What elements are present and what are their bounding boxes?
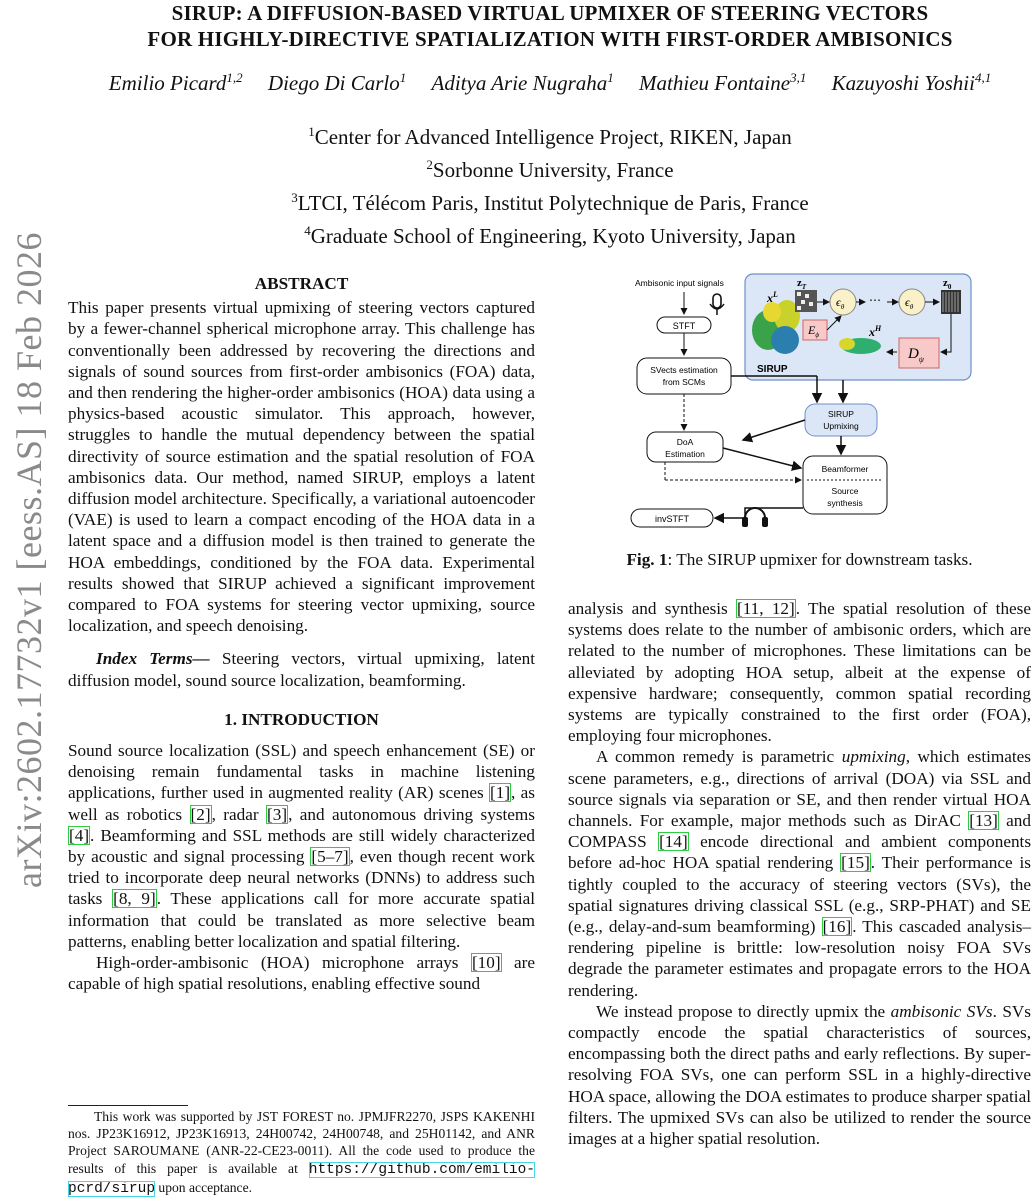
affiliation-1: $^1$Center for Advanced Intelligence Project, RIKEN, Japan <box>308 124 792 149</box>
sirup-panel-label: SIRUP <box>757 364 788 375</box>
denoiser-1 <box>830 289 856 315</box>
affiliation-2: $^2$Sorbonne University, France <box>426 157 674 182</box>
svg-text:Beamformer: Beamformer <box>821 464 869 474</box>
affiliation-4: $^4$Graduate School of Engineering, Kyoto University, Japan <box>304 223 796 248</box>
author-2: Diego Di Carlo$^1$ <box>267 70 407 95</box>
title-line-2: FOR HIGHLY-DIRECTIVE SPATIALIZATION WITH FIRST-ORDER AMBISONICS <box>147 27 953 51</box>
svg-text:SVects estimation: SVects estimation <box>650 365 718 375</box>
intro-paragraph-1: Sound source localization (SSL) and speech enhancement (SE) or denoising remain fundamental tasks in machine listening applications, further used in augmented reality (AR) scenes [1], as well as robotics [2], radar [3], and autonomous driving systems [4]. Beamforming and SSL methods are still widely characterized by acoustic and signal processing [5–7], even though recent work tried to incorporate deep neural networks (DNNs) to address such tasks [8, 9]. These applications call for more accurate spatial information that could be translated as more selective beam patterns, enabling better localization and spatial filtering. <box>68 741 536 951</box>
index-terms: Index Terms— Steering vectors, virtual upmixing, latent diffusion model, sound source localization, beamforming. <box>68 649 536 690</box>
sirup-figure <box>625 272 977 530</box>
author-3: Aditya Arie Nugraha$^1$ <box>431 70 614 95</box>
abstract-heading: ABSTRACT <box>254 274 349 293</box>
footnote-rule <box>68 1105 188 1106</box>
svg-text:invSTFT: invSTFT <box>654 514 690 524</box>
citation-link[interactable]: [14] <box>659 832 688 852</box>
affiliation-3: $^3$LTCI, Télécom Paris, Institut Polytechnique de Paris, France <box>291 190 809 215</box>
svg-text:SIRUP: SIRUP <box>828 409 854 419</box>
left-column <box>68 273 535 995</box>
xL-symbol: $x^L$ <box>767 290 778 305</box>
svg-text:Dψ: $D_\psi$ <box>908 346 924 364</box>
arxiv-identifier: arXiv:2602.17732v1 [eess.AS] 18 Feb 2026 <box>9 232 49 888</box>
denoiser-2 <box>899 289 925 315</box>
caption-label: Fig. 1 <box>626 550 668 569</box>
headphones-icon <box>742 508 768 527</box>
svg-text:ϵθ: $\epsilon_\theta$ <box>905 295 914 311</box>
citation-link[interactable]: [13] <box>969 811 998 831</box>
citation-link[interactable]: [4] <box>69 825 90 845</box>
svg-text:synthesis: synthesis <box>827 498 863 508</box>
svects-estimation-block <box>637 358 731 394</box>
figure-caption: Fig. 1: The SIRUP upmixer for downstream tasks. <box>626 550 973 569</box>
citation-link[interactable]: [15] <box>841 853 870 873</box>
svg-text:Estimation: Estimation <box>665 449 705 459</box>
author-5: Kazuyoshi Yoshii$^{4,1}$ <box>831 70 992 95</box>
citation-link[interactable]: [1] <box>490 783 511 803</box>
intro-paragraph-2: High-order-ambisonic (HOA) microphone arrays [10] are capable of high spatial resolutions, enabling effective sound <box>68 953 536 994</box>
microphone-icon <box>710 294 724 315</box>
citation-link[interactable]: [10] <box>471 953 501 973</box>
right-paragraph-3: We instead propose to directly upmix the ambisonic SVs. SVs compactly encode the spatial characteristics of sources, encompassing both the direct paths and early reflections. By super-resolving FOA SVs, one can perform SSL in a highly-directive HOA space, allowing the DOA estimates to produce sharper spatial filters. The upmixed SVs can also be utilized to render the source images at a higher spatial resolution. <box>568 1001 1031 1149</box>
input-label: Ambisonic input signals <box>635 278 724 288</box>
right-paragraph-1: analysis and synthesis [11, 12]. The spatial resolution of these systems does relate to the number of ambisonic orders, which are related to the number of microphones. These limitations can be alleviated by adopting HOA setup, albeit at the expense of expensive hardware; consequently, common spatial recording systems are typically constrained to the first order (FOA), employing four microphones. <box>568 599 1031 746</box>
intro-heading: 1. INTRODUCTION <box>224 709 379 729</box>
author-4: Mathieu Fontaine$^{3,1}$ <box>639 70 807 95</box>
svg-text:STFT: STFT <box>672 321 696 331</box>
citation-link[interactable]: [11, 12] <box>737 599 795 618</box>
xH-symbol: $x^H$ <box>869 324 882 339</box>
citation-link[interactable]: [5–7] <box>311 847 349 867</box>
right-paragraph-2: A common remedy is parametric upmixing, which estimates scene parameters, e.g., directions of arrival (DOA) via SSL and source signals via separation or SE, and then render virtual HOA channels. For example, major methods such as DirAC [13] and COMPASS [14] encode directional and ambient components before ad-hoc HOA spatial rendering [15]. Their performance is tightly coupled to the accuracy of steering vectors (SVs), the spatial signatures driving classical SSL (e.g., SRP-PHAT) and SE (e.g., delay-and-sum beamforming) [16]. This cascaded analysis–rendering pipeline is brittle: low-resolution noisy FOA SVs degrade the parameter estimates and propagate errors to the HOA rendering. <box>568 747 1032 1000</box>
svg-text:ϵθ: $\epsilon_\theta$ <box>836 295 845 311</box>
index-terms-label: Index Terms— <box>96 649 210 669</box>
svg-text:Source: Source <box>831 486 859 496</box>
right-column <box>568 598 1031 1149</box>
citation-link[interactable]: [16] <box>822 917 852 937</box>
code-url-link[interactable]: https://github.com/emilio-pcrd/sirup <box>68 1161 535 1197</box>
citation-link[interactable]: [8, 9] <box>113 889 156 909</box>
footnote: This work was supported by JST FOREST no. JPMJFR2270, JSPS KAKENHI nos. JP23K16912, JP23K16913, 24H00742, 24H00748, and 25H01142, and ANR Project SAROUMANE (ANR-22-CE23-0011). All the code used to produce the results of this paper is available at https://github.com/emilio-pcrd/sirup upon acceptance. <box>68 1109 535 1197</box>
author-list <box>70 70 1030 96</box>
dots: ⋯ <box>869 293 881 307</box>
author-1: Emilio Picard$^{1,2}$ <box>108 70 243 95</box>
svg-text:Eϕ: $E_\phi$ <box>808 323 819 339</box>
citation-link[interactable]: [2] <box>190 804 211 824</box>
paper-title <box>70 0 1030 52</box>
svg-text:from SCMs: from SCMs <box>662 377 706 387</box>
title-line-1: SIRUP: A DIFFUSION-BASED VIRTUAL UPMIXER OF STEERING VECTORS <box>171 1 929 25</box>
svg-text:DoA: DoA <box>676 437 694 447</box>
affiliations <box>70 118 1030 250</box>
citation-link[interactable]: [3] <box>267 804 288 824</box>
zT-symbol: $z_T$ <box>797 277 807 291</box>
z0-symbol: $z_0$ <box>943 277 952 291</box>
svg-text:Upmixing: Upmixing <box>823 421 859 431</box>
abstract-text: This paper presents virtual upmixing of steering vectors captured by a fewer-channel spherical microphone array. This challenge has conventionally been addressed by recovering the directions and signals of sound sources from first-order ambisonics (FOA) data, and then rendering the higher-order ambisonics (HOA) data using a physics-based acoustic simulator. This approach, however, struggles to handle the mutual dependency between the spatial directivity of source estimation and the spatial resolution of FOA ambisonics data. Our method, named SIRUP, employs a latent diffusion model architecture. Specifically, a variational autoencoder (VAE) is used to learn a compact encoding of the HOA data in a latent space and a diffusion model is then trained to generate the HOA embeddings, conditioned by the FOA data. Experimental results showed that SIRUP achieved a significant improvement compared to FOA systems for steering vector upmixing, source localization, and speech denoising. <box>68 298 535 636</box>
